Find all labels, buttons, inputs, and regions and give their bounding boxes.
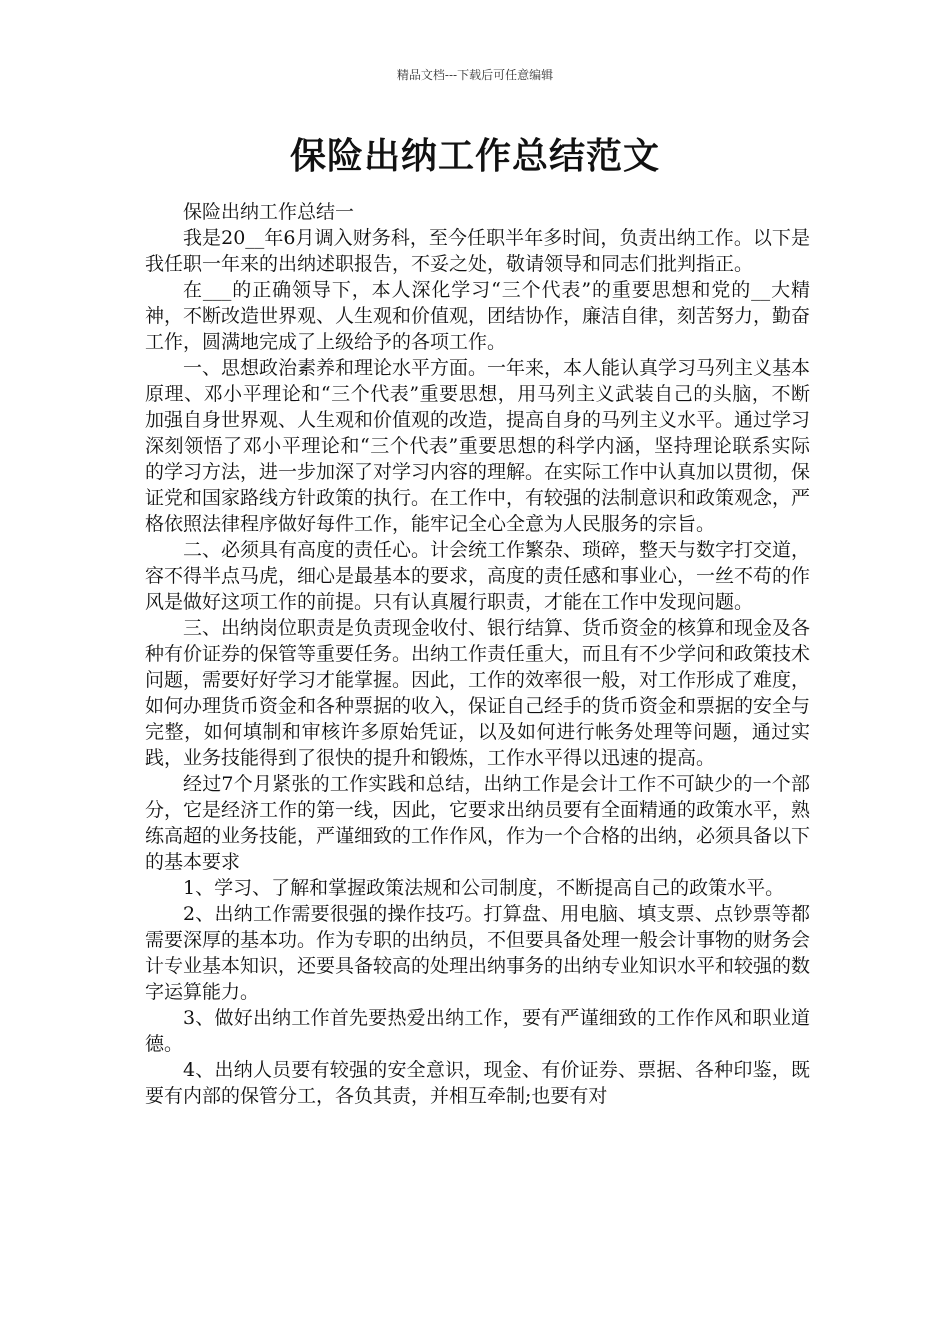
body-paragraph: 经过7个月紧张的工作实践和总结，出纳工作是会计工作不可缺少的一个部分，它是经济工作的第一线，因此，它要求出纳员要有全面精通的政策水平，熟练高超的业务技能，严谨细致的工作作风，作为一个合格的出纳，必须具备以下的基本要求 <box>145 773 811 873</box>
body-paragraph: 在___的正确领导下，本人深化学习“三个代表”的重要思想和党的__大精神，不断改造世界观、人生观和价值观，团结协作，廉洁自律，刻苦努力，勤奋工作，圆满地完成了上级给予的各项工作。 <box>145 279 811 353</box>
list-item: 3、做好出纳工作首先要热爱出纳工作，要有严谨细致的工作作风和职业道德。 <box>145 1007 810 1055</box>
document-body <box>145 199 810 1109</box>
section-heading: 保险出纳工作总结一 <box>183 201 355 223</box>
list-item: 2、出纳工作需要很强的操作技巧。打算盘、用电脑、填支票、点钞票等都需要深厚的基本功。作为专职的出纳员，不但要具备处理一般会计事物的财务会计专业基本知识，还要具备较高的处理出纳事务的出纳专业知识水平和较强的数字运算能力。 <box>145 903 811 1003</box>
list-item: 4、出纳人员要有较强的安全意识，现金、有价证券、票据、各种印鉴，既要有内部的保管分工，各负其责，并相互牵制;也要有对 <box>145 1059 810 1107</box>
body-paragraph: 三、出纳岗位职责是负责现金收付、银行结算、货币资金的核算和现金及各种有价证券的保管等重要任务。出纳工作责任重大，而且有不少学问和政策技术问题，需要好好学习才能掌握。因此，工作的效率很一般，对工作形成了难度，如何办理货币资金和各种票据的收入，保证自己经手的货币资金和票据的安全与完整，如何填制和审核许多原始凭证，以及如何进行帐务处理等问题，通过实践，业务技能得到了很快的提升和锻炼，工作水平得以迅速的提高。 <box>145 617 811 769</box>
page-header: 精品文档---下载后可任意编辑 <box>396 68 554 82</box>
body-paragraph: 我是20__年6月调入财务科，至今任职半年多时间，负责出纳工作。以下是我任职一年来的出纳述职报告，不妥之处，敬请领导和同志们批判指正。 <box>145 227 810 275</box>
document-title: 保险出纳工作总结范文 <box>289 136 660 177</box>
body-paragraph: 二、必须具有高度的责任心。计会统工作繁杂、琐碎，整天与数字打交道，容不得半点马虎，细心是最基本的要求，高度的责任感和事业心，一丝不苟的作风是做好这项工作的前提。只有认真履行职责，才能在工作中发现问题。 <box>145 539 811 613</box>
body-paragraph: 一、思想政治素养和理论水平方面。一年来，本人能认真学习马列主义基本原理、邓小平理论和“三个代表”重要思想，用马列主义武装自己的头脑，不断加强自身世界观、人生观和价值观的改造，提高自身的马列主义水平。通过学习深刻领悟了邓小平理论和“三个代表”重要思想的科学内涵，坚持理论联系实际的学习方法，进一步加深了对学习内容的理解。在实际工作中认真加以贯彻，保证党和国家路线方针政策的执行。在工作中，有较强的法制意识和政策观念，严格依照法律程序做好每件工作，能牢记全心全意为人民服务的宗旨。 <box>145 357 811 535</box>
list-item: 1、学习、了解和掌握政策法规和公司制度，不断提高自己的政策水平。 <box>183 877 785 899</box>
